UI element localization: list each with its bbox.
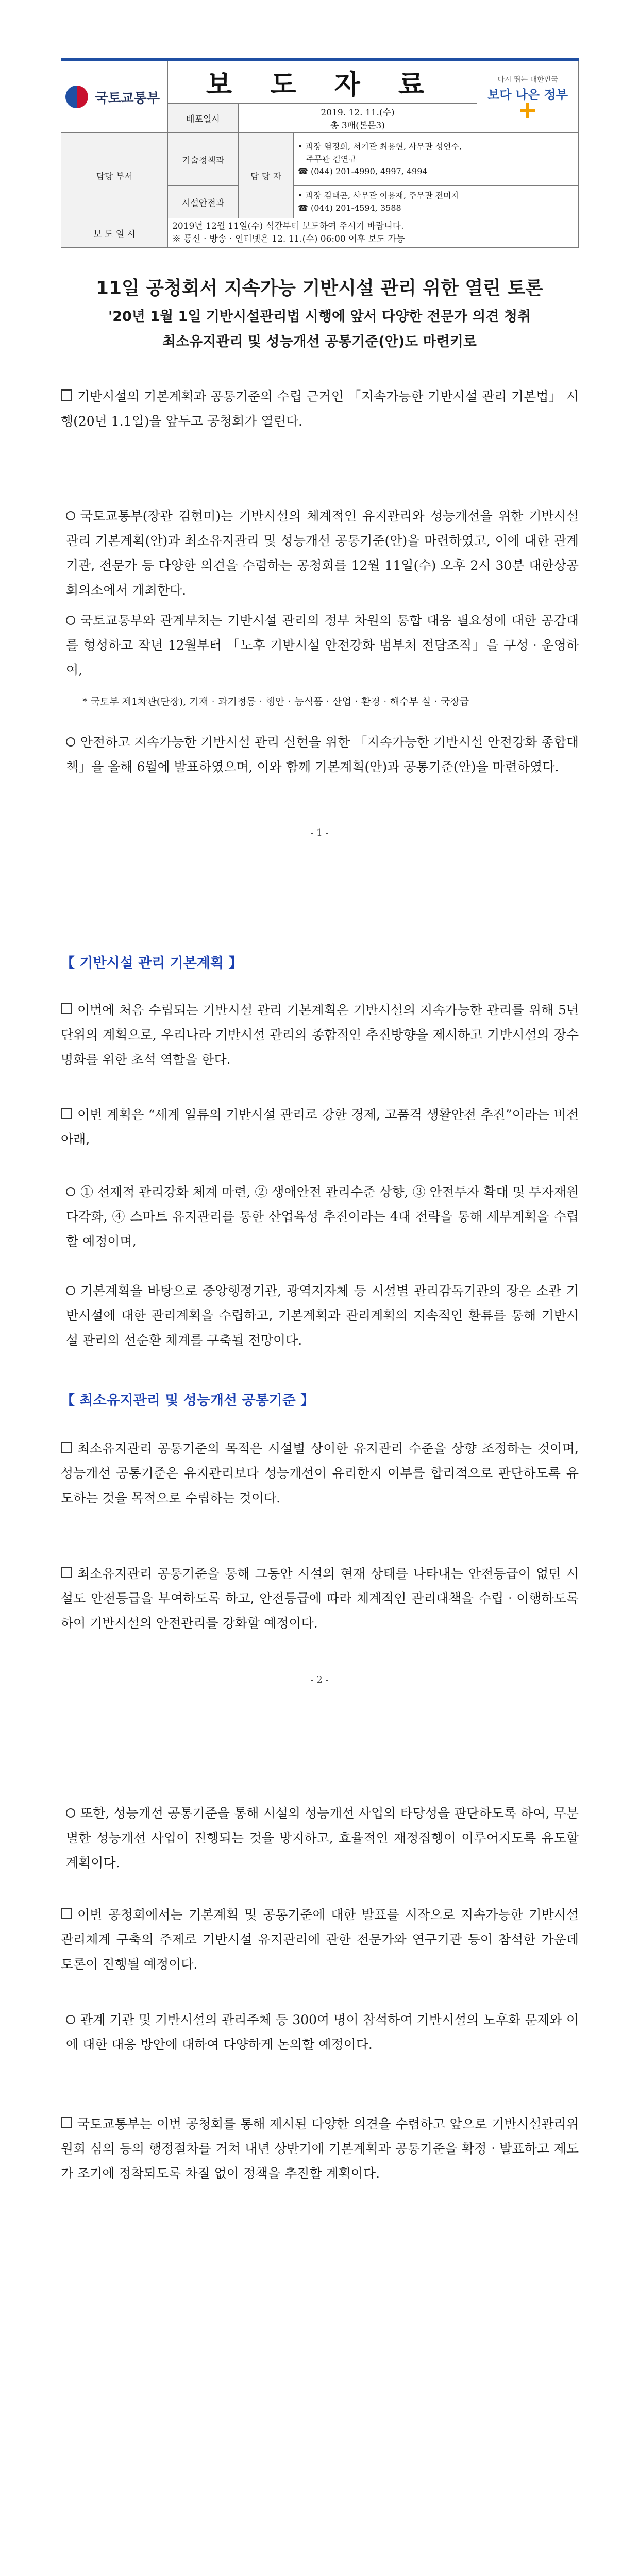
contact-label: 담 당 자 [239,133,294,218]
circle-bullet-icon [66,616,75,625]
footnote: * 국토부 제1차관(단장), 기재‧과기정통‧행안‧농식품‧산업‧환경‧해수부 실‧국장급 [82,696,469,707]
slogan-logo [477,61,579,133]
paragraph [66,608,579,683]
circle-bullet-icon [66,1187,75,1196]
paragraph-text: 관계 기관 및 기반시설의 관리주체 등 300여 명이 참석하여 기반시설의 노후화 문제와 이에 대한 대응 방안에 대하여 다양하게 논의할 예정이다. [66,2012,579,2052]
contact-tech-policy [294,133,579,186]
square-bullet-icon [61,1567,72,1578]
paragraph [61,1903,579,1977]
paragraph-text: 최소유지관리 공통기준을 통해 그동안 시설의 현재 상태를 나타내는 안전등급이 없던 시설도 안전등급을 부여하도록 하고, 안전등급에 따라 체계적인 관리대책을 수립‧이행하도록 하여 기반시설의 안전관리를 강화할 예정이다. [61,1566,579,1631]
contact-phone: ☎ (044) 201-4594, 3588 [298,203,401,213]
contact-line: • 과장 염정희, 서기관 최용현, 사무관 성연수, [298,142,462,151]
square-bullet-icon [61,1003,72,1014]
contact-facility-safety [294,186,579,218]
paragraph-text: 또한, 성능개선 공통기준을 통해 시설의 성능개선 사업의 타당성을 판단하도록 하여, 무분별한 성능개선 사업이 진행되는 것을 방지하고, 효율적인 재정집행이 이루어지도록 유도할 계획이다. [66,1806,579,1870]
paragraph [66,1279,579,1353]
contact-phone: ☎ (044) 201-4990, 4997, 4994 [298,166,428,176]
paragraph-text: 이번 공청회에서는 기본계획 및 공통기준에 대한 발표를 시작으로 지속가능한 기반시설 관리체계 구축의 주제로 기반시설 유지관리에 관한 전문가와 연구기관 등이 참석한 가운데 토론이 진행될 예정이다. [61,1907,579,1972]
square-bullet-icon [61,1442,72,1453]
paragraph [61,1103,579,1152]
slogan-text: 보다 나은 정부 [487,87,568,102]
team-facility-safety: 시설안전과 [168,186,239,218]
page-number: - 2 - [310,1674,329,1685]
release-date: 2019. 12. 11.(수) [321,108,395,118]
paragraph-text: 안전하고 지속가능한 기반시설 관리 실현을 위한 「지속가능한 기반시설 안전강화 종합대책」을 올해 6월에 발표하였으며, 이와 함께 기본계획(안)과 공통기준(안)을 마련하였다. [66,735,579,774]
paragraph [66,504,579,603]
plus-icon [520,103,535,118]
section-heading: 【 기반시설 관리 기본계획 】 [61,955,243,971]
release-info [239,104,477,133]
circle-bullet-icon [66,511,75,520]
paragraph [66,1180,579,1254]
paragraph-text: 국토교통부(장관 김현미)는 기반시설의 체계적인 유지관리와 성능개선을 위한 기반시설 관리 기본계획(안)과 최소유지관리 및 성능개선 공통기준(안)을 마련하였고, 이에 대한 관계기관, 전문가 등 다양한 의견을 수렴하는 공청회를 12월 11일(수) 오후 2시 30분 대한상공회의소에서 개최한다. [66,509,579,598]
circle-bullet-icon [66,1286,75,1295]
press-header [61,58,579,256]
headline-sub: 최소유지관리 및 성능개선 공통기준(안)도 마련키로 [162,334,477,350]
header-table [61,61,579,248]
government-emblem-icon [65,86,88,108]
paragraph [66,2008,579,2057]
embargo-line: 2019년 12월 11일(수) 석간부터 보도하여 주시기 바랍니다. [172,221,404,231]
headline-sub: '20년 1월 1일 기반시설관리법 시행에 앞서 다양한 전문가 의견 청취 [108,309,531,325]
ministry-name: 국토교통부 [95,90,160,106]
headline-main: 11일 공청회서 지속가능 기반시설 관리 위한 열린 토론 [95,278,544,299]
paragraph [66,730,579,779]
contact-line: • 과장 김태곤, 사무관 이용재, 주무관 전미자 [298,191,459,200]
circle-bullet-icon [66,737,75,747]
paragraph-text: 기본계획을 바탕으로 중앙행정기관, 광역지자체 등 시설별 관리감독기관의 장은 소관 기반시설에 대한 관리계획을 수립하고, 기본계획과 관리계획의 지속적인 환류를 통해 기반시설 관리의 선순환 체계를 구축될 전망이다. [66,1283,579,1348]
team-tech-policy: 기술정책과 [168,133,239,186]
paragraph-text: ① 선제적 관리강화 체계 마련, ② 생애안전 관리수준 상향, ③ 안전투자 확대 및 투자재원 다각화, ④ 스마트 유지관리를 통한 산업육성 추진이라는 4대 전략을 통해 세부계획을 수립할 예정이며, [66,1184,579,1249]
circle-bullet-icon [66,1808,75,1818]
contact-line: 주무관 김연규 [306,154,357,164]
paragraph-text: 기반시설의 기본계획과 공통기준의 수립 근거인 「지속가능한 기반시설 관리 기본법」 시행(20년 1.1일)을 앞두고 공청회가 열린다. [61,389,579,429]
release-label: 배포일시 [168,104,239,133]
paragraph-text: 이번 계획은 “세계 일류의 기반시설 관리로 강한 경제, 고품격 생활안전 추진”이라는 비전 아래, [61,1107,579,1147]
square-bullet-icon [61,389,72,401]
paragraph [61,998,579,1072]
ministry-logo-cell [61,61,168,133]
page-number: - 1 - [310,827,329,838]
square-bullet-icon [61,2117,72,2128]
page-count: 총 3매(본문3) [330,121,385,131]
paragraph-text: 이번에 처음 수립되는 기반시설 관리 기본계획은 기반시설의 지속가능한 관리를 위해 5년 단위의 계획으로, 우리나라 기반시설 관리의 종합적인 추진방향을 제시하고 기반시설의 장수명화를 위한 초석 역할을 한다. [61,1003,579,1067]
doc-title: 보 도 자 료 [168,61,477,104]
square-bullet-icon [61,1908,72,1919]
paragraph-text: 국토교통부와 관계부처는 기반시설 관리의 정부 차원의 통합 대응 필요성에 대한 공감대를 형성하고 작년 12월부터 「노후 기반시설 안전강화 범부처 전담조직」을 구성‧운영하여, [66,613,579,677]
paragraph [61,1436,579,1511]
embargo-info [168,218,579,248]
dept-label: 담당 부서 [61,133,168,218]
circle-bullet-icon [66,2015,75,2024]
embargo-label: 보 도 일 시 [61,218,168,248]
paragraph [61,1562,579,1636]
square-bullet-icon [61,1108,72,1119]
embargo-line: ※ 통신‧방송‧인터넷은 12. 11.(수) 06:00 이후 보도 가능 [172,234,405,244]
paragraph-text: 국토교통부는 이번 공청회를 통해 제시된 다양한 의견을 수렴하고 앞으로 기반시설관리위원회 심의 등의 행정절차를 거쳐 내년 상반기에 기본계획과 공통기준을 확정‧발표하고 제도가 조기에 정착되도록 차질 없이 정책을 추진할 계획이다. [61,2116,579,2181]
slogan-small: 다시 뛰는 대한민국 [497,75,558,84]
paragraph-text: 최소유지관리 공통기준의 목적은 시설별 상이한 유지관리 수준을 상향 조정하는 것이며, 성능개선 공통기준은 유지관리보다 성능개선이 유리한지 여부를 합리적으로 판단하도록 유도하는 것을 목적으로 수립하는 것이다. [61,1441,579,1505]
paragraph [61,384,579,434]
paragraph [66,1801,579,1875]
section-heading: 【 최소유지관리 및 성능개선 공통기준 】 [61,1393,315,1409]
paragraph [61,2112,579,2186]
